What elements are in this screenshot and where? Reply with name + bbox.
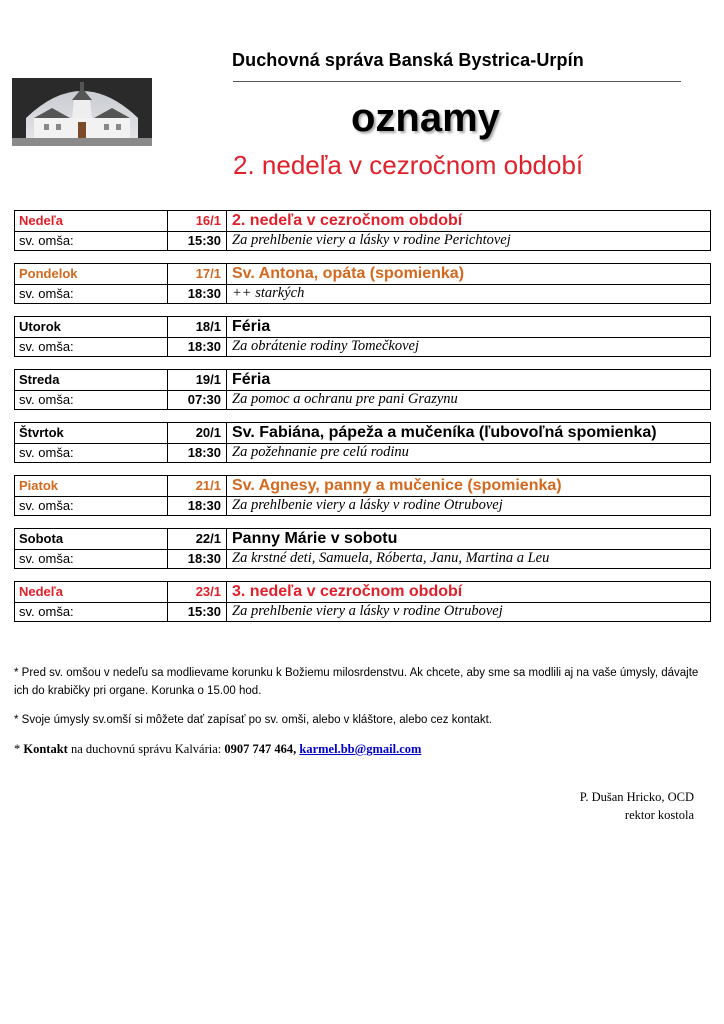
signature-name: P. Dušan Hricko, OCD [579,790,694,804]
day-block [14,581,711,622]
mass-intention: Za prehlbenie viery a lásky v rodine Otrubovej [232,497,503,513]
mass-intention: ++ starkých [232,285,305,301]
mass-time: 07:30 [168,390,227,409]
mass-intention: Za prehlbenie viery a lásky v rodine Perichtovej [232,232,511,248]
page-title: oznamy [351,96,500,140]
day-row [15,211,710,232]
day-date: 20/1 [168,423,227,443]
day-name: Streda [15,370,168,390]
mass-label: sv. omša: [15,284,168,303]
mass-row [15,602,710,621]
mass-time: 15:30 [168,602,227,621]
note-chaplet: * Pred sv. omšou v nedeľu sa modlievame korunku k Božiemu milosrdenstvu. Ak chcete, aby sme sa modlili aj na vaše úmysly, dávajte ich do krabičky pri organe. Korunka o 15.00 hod. [14,667,699,697]
note-contact-star: * [14,742,24,756]
mass-label: sv. omša: [15,443,168,462]
mass-intention: Za obrátenie rodiny Tomečkovej [232,338,419,354]
celebration-name: Sv. Fabiána, pápeža a mučeníka (ľubovoľná spomienka) [232,424,657,441]
day-row [15,529,710,550]
note-contact [14,740,704,758]
mass-row [15,337,710,356]
celebration-name: 2. nedeľa v cezročnom období [232,212,463,229]
mass-time: 18:30 [168,496,227,515]
day-row [15,476,710,497]
day-date: 22/1 [168,529,227,549]
mass-time: 18:30 [168,284,227,303]
day-row [15,423,710,444]
celebration-name: Sv. Agnesy, panny a mučenice (spomienka) [232,477,562,494]
day-name: Štvrtok [15,423,168,443]
day-name: Piatok [15,476,168,496]
celebration-name: Féria [232,371,271,388]
mass-intention: Za prehlbenie viery a lásky v rodine Otrubovej [232,603,503,619]
day-row [15,370,710,391]
mass-label: sv. omša: [15,390,168,409]
mass-label: sv. omša: [15,231,168,250]
day-date: 18/1 [168,317,227,337]
day-name: Pondelok [15,264,168,284]
day-date: 19/1 [168,370,227,390]
day-block [14,316,711,357]
mass-time: 18:30 [168,549,227,568]
day-date: 21/1 [168,476,227,496]
page-subtitle: 2. nedeľa v cezročnom období [233,150,584,180]
church-photo [12,78,152,146]
notes-section [14,664,704,769]
day-name: Nedeľa [15,211,168,231]
signature-role: rektor kostola [624,808,694,822]
note-contact-text: na duchovnú správu Kalvária: [67,742,225,756]
day-date: 23/1 [168,582,227,602]
mass-time: 18:30 [168,443,227,462]
mass-time: 15:30 [168,231,227,250]
celebration-name: Sv. Antona, opáta (spomienka) [232,265,465,282]
mass-label: sv. omša: [15,337,168,356]
mass-intention: Za pomoc a ochranu pre pani Grazynu [232,391,458,407]
mass-intention: Za krstné deti, Samuela, Róberta, Janu, Martina a Leu [232,550,550,566]
day-row [15,317,710,338]
signature [580,788,694,824]
day-block [14,422,711,463]
day-block [14,210,711,251]
mass-time: 18:30 [168,337,227,356]
celebration-name: Panny Márie v sobotu [232,530,398,547]
day-date: 16/1 [168,211,227,231]
parish-title: Duchovná správa Banská Bystrica-Urpín [232,50,584,70]
day-block [14,263,711,304]
day-row [15,264,710,285]
contact-email-link[interactable]: karmel.bb@gmail.com [299,742,422,756]
mass-intention: Za požehnanie pre celú rodinu [232,444,409,460]
day-block [14,475,711,516]
note-contact-phone: 0907 747 464, [224,742,300,756]
mass-row [15,496,710,515]
note-contact-label: Kontakt [23,742,68,756]
note-intentions: * Svoje úmysly sv.omší si môžete dať zapísať po sv. omši, alebo v kláštore, alebo cez kontakt. [14,714,492,726]
day-name: Utorok [15,317,168,337]
mass-row [15,231,710,250]
header-divider [233,81,681,82]
mass-label: sv. omša: [15,549,168,568]
mass-row [15,284,710,303]
mass-label: sv. omša: [15,496,168,515]
celebration-name: Féria [232,318,271,335]
mass-row [15,390,710,409]
day-row [15,582,710,603]
day-block [14,369,711,410]
day-name: Sobota [15,529,168,549]
day-date: 17/1 [168,264,227,284]
day-block [14,528,711,569]
mass-row [15,443,710,462]
mass-label: sv. omša: [15,602,168,621]
day-name: Nedeľa [15,582,168,602]
mass-row [15,549,710,568]
celebration-name: 3. nedeľa v cezročnom období [232,583,463,600]
